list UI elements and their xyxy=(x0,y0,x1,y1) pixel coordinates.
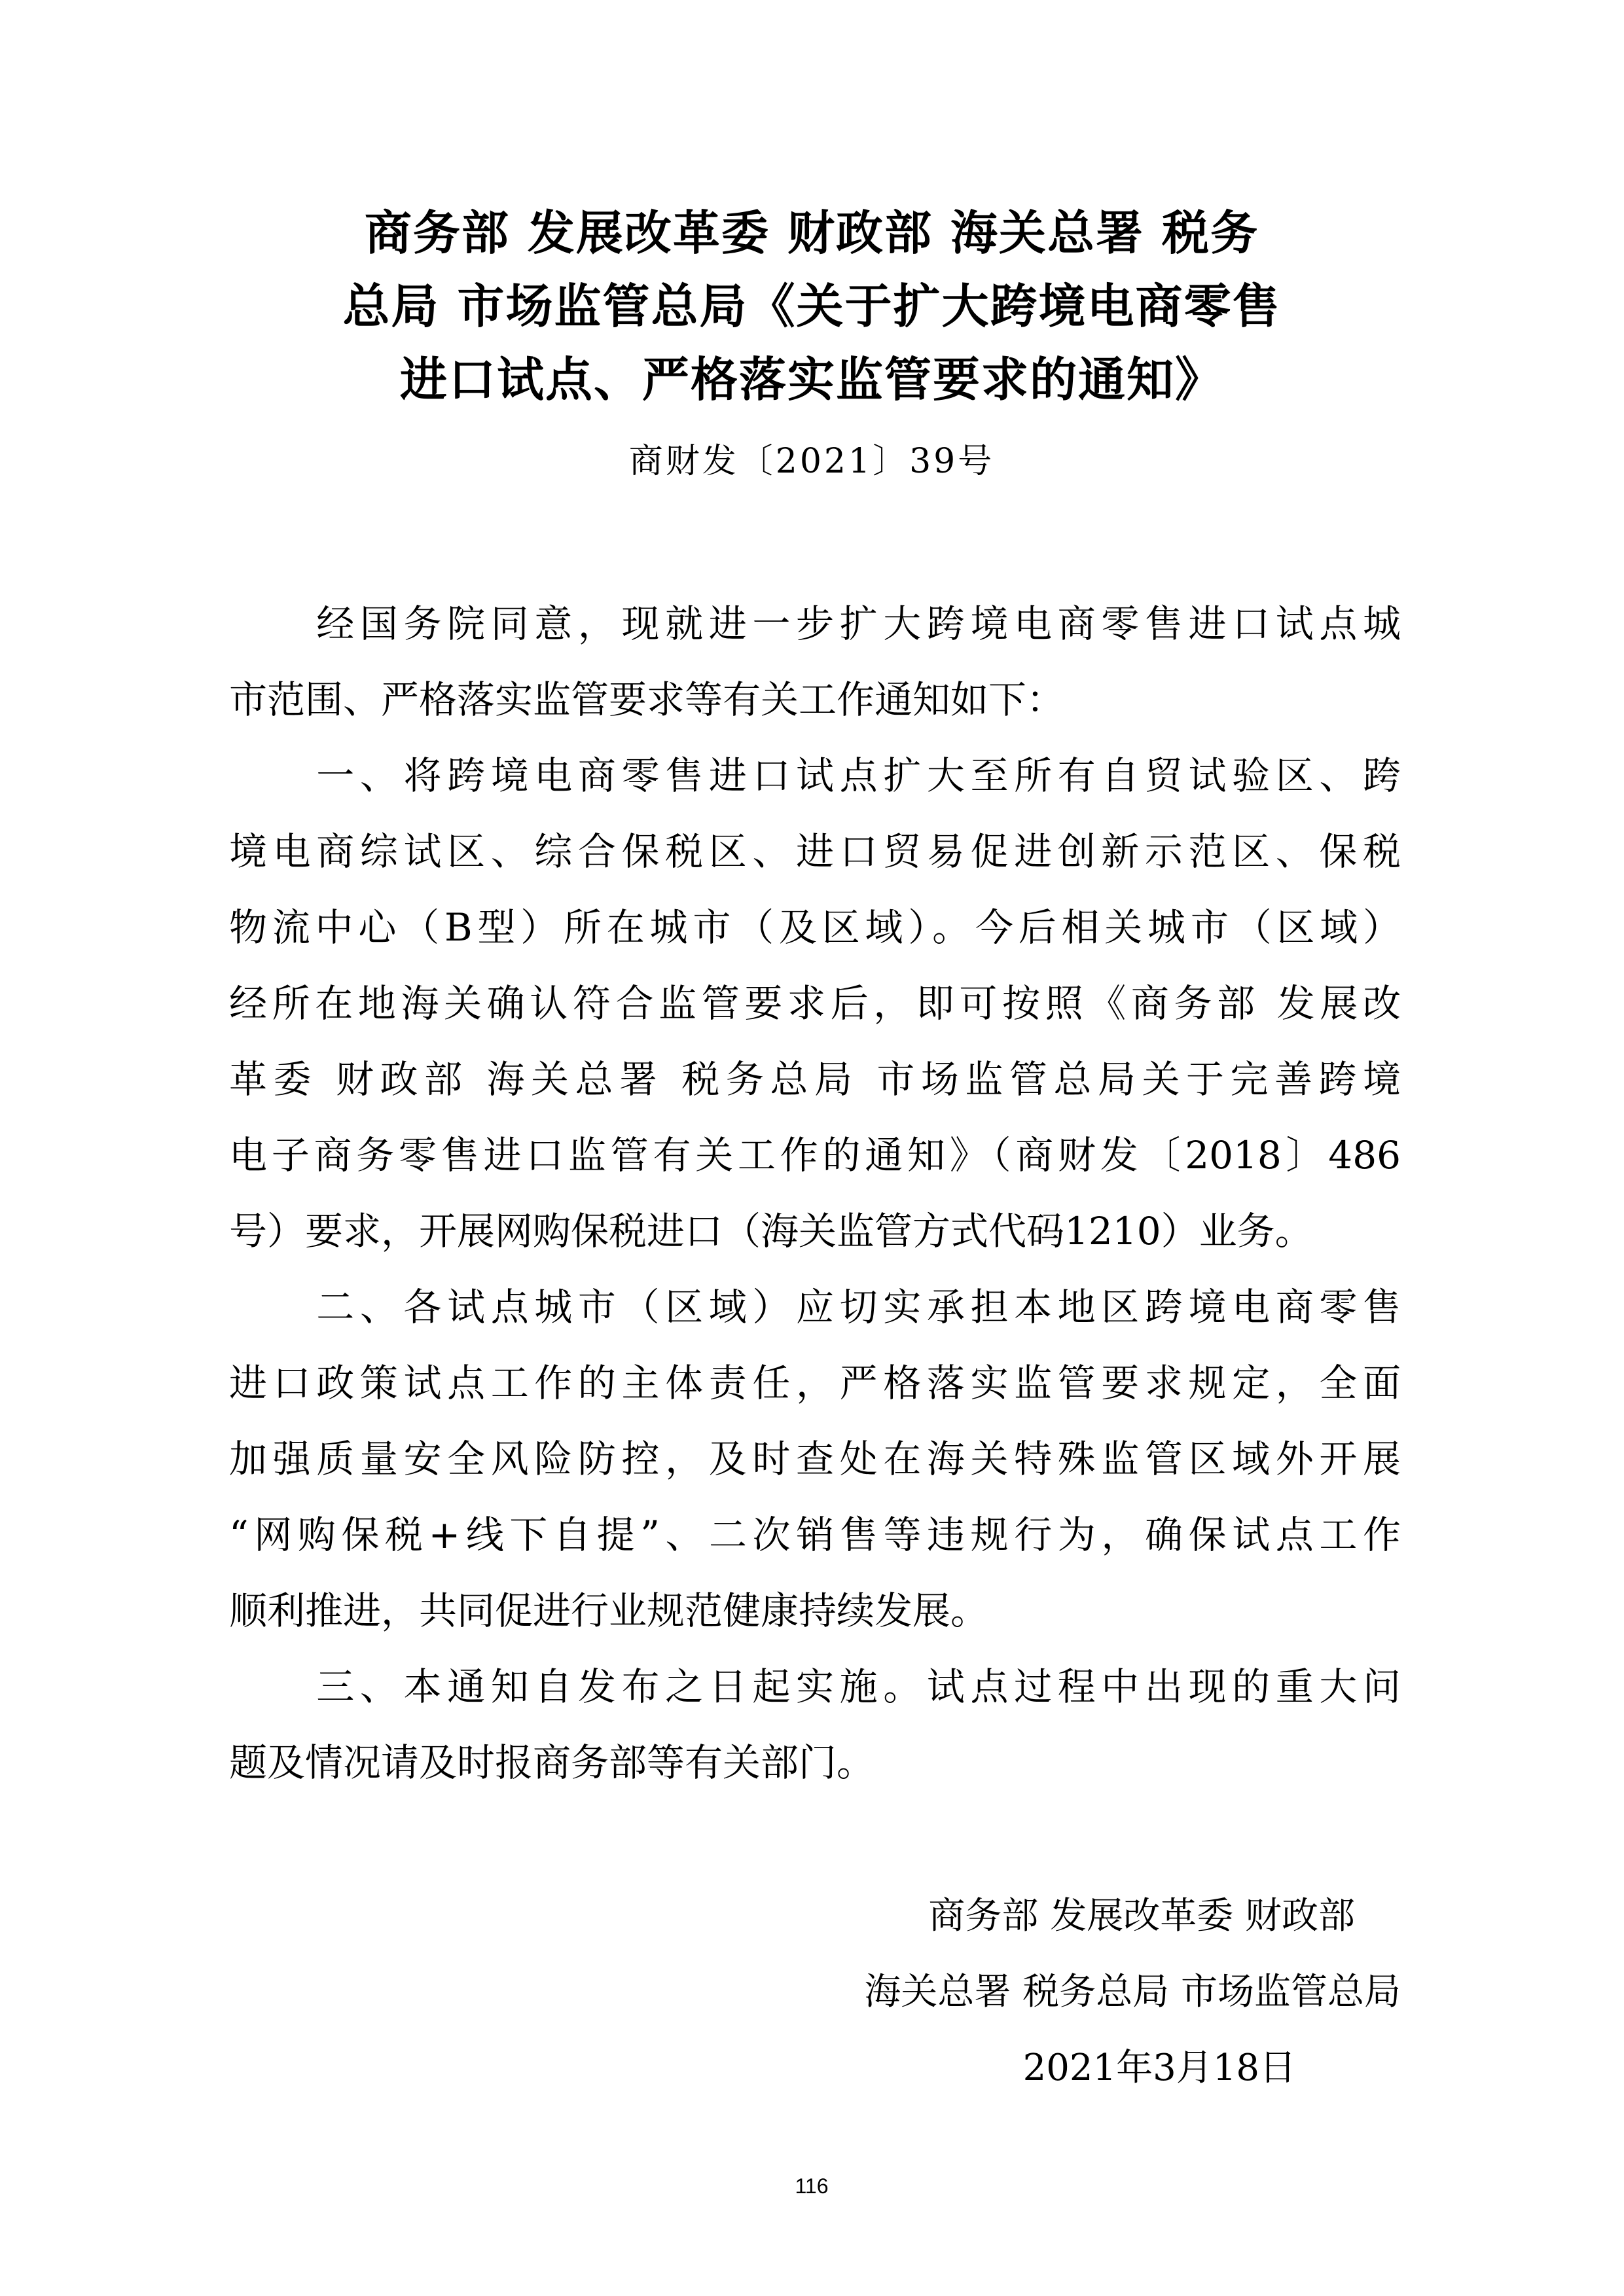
title-line-2: 总局 市场监管总局《关于扩大跨境电商零售 xyxy=(342,279,1281,334)
document-number: 商财发〔2021〕39号 xyxy=(628,442,995,481)
body-line: 经国务院同意，现就进一步扩大跨境电商零售进口试点城 xyxy=(229,601,1401,646)
signature-date: 2021年3月18日 xyxy=(1022,2047,1296,2089)
body-line: 市范围、严格落实监管要求等有关工作通知如下： xyxy=(229,677,1065,722)
body-line: 电子商务零售进口监管有关工作的通知》（商财发〔2018〕486 xyxy=(229,1133,1401,1177)
document-body xyxy=(229,586,1401,1801)
signature-line-2: 海关总署 税务总局 市场监管总局 xyxy=(864,1971,1401,2013)
body-line: 顺利推进，共同促进行业规范健康持续发展。 xyxy=(229,1588,989,1633)
body-line: 经所在地海关确认符合监管要求后，即可按照《商务部 发展改 xyxy=(229,981,1401,1026)
body-line: 境电商综试区、综合保税区、进口贸易促进创新示范区、保税 xyxy=(229,829,1401,874)
signature-line-1: 商务部 发展改革委 财政部 xyxy=(928,1895,1355,1937)
page-number: 116 xyxy=(795,2174,829,2198)
body-line: 三、本通知自发布之日起实施。试点过程中出现的重大问 xyxy=(229,1664,1401,1709)
body-line: 题及情况请及时报商务部等有关部门。 xyxy=(229,1740,875,1785)
body-line: 革委 财政部 海关总署 税务总局 市场监管总局关于完善跨境 xyxy=(229,1057,1401,1102)
body-line: 二、各试点城市（区域）应切实承担本地区跨境电商零售 xyxy=(229,1285,1401,1329)
body-line: 进口政策试点工作的主体责任，严格落实监管要求规定，全面 xyxy=(229,1361,1401,1405)
body-line: 号）要求，开展网购保税进口（海关监管方式代码1210）业务。 xyxy=(229,1209,1313,1253)
body-line: “网购保税+线下自提”、二次销售等违规行为，确保试点工作 xyxy=(229,1513,1401,1557)
body-line: 一、将跨境电商零售进口试点扩大至所有自贸试验区、跨 xyxy=(229,753,1401,798)
title-line-1: 商务部 发展改革委 财政部 海关总署 税务 xyxy=(364,206,1259,260)
signature-block xyxy=(707,1878,1401,2106)
document-title xyxy=(196,196,1427,416)
title-line-3: 进口试点、严格落实监管要求的通知》 xyxy=(399,352,1223,407)
body-line: 物流中心（B型）所在城市（及区域）。今后相关城市（区域） xyxy=(229,905,1401,950)
body-line: 加强质量安全风险防控，及时查处在海关特殊监管区域外开展 xyxy=(229,1437,1401,1481)
